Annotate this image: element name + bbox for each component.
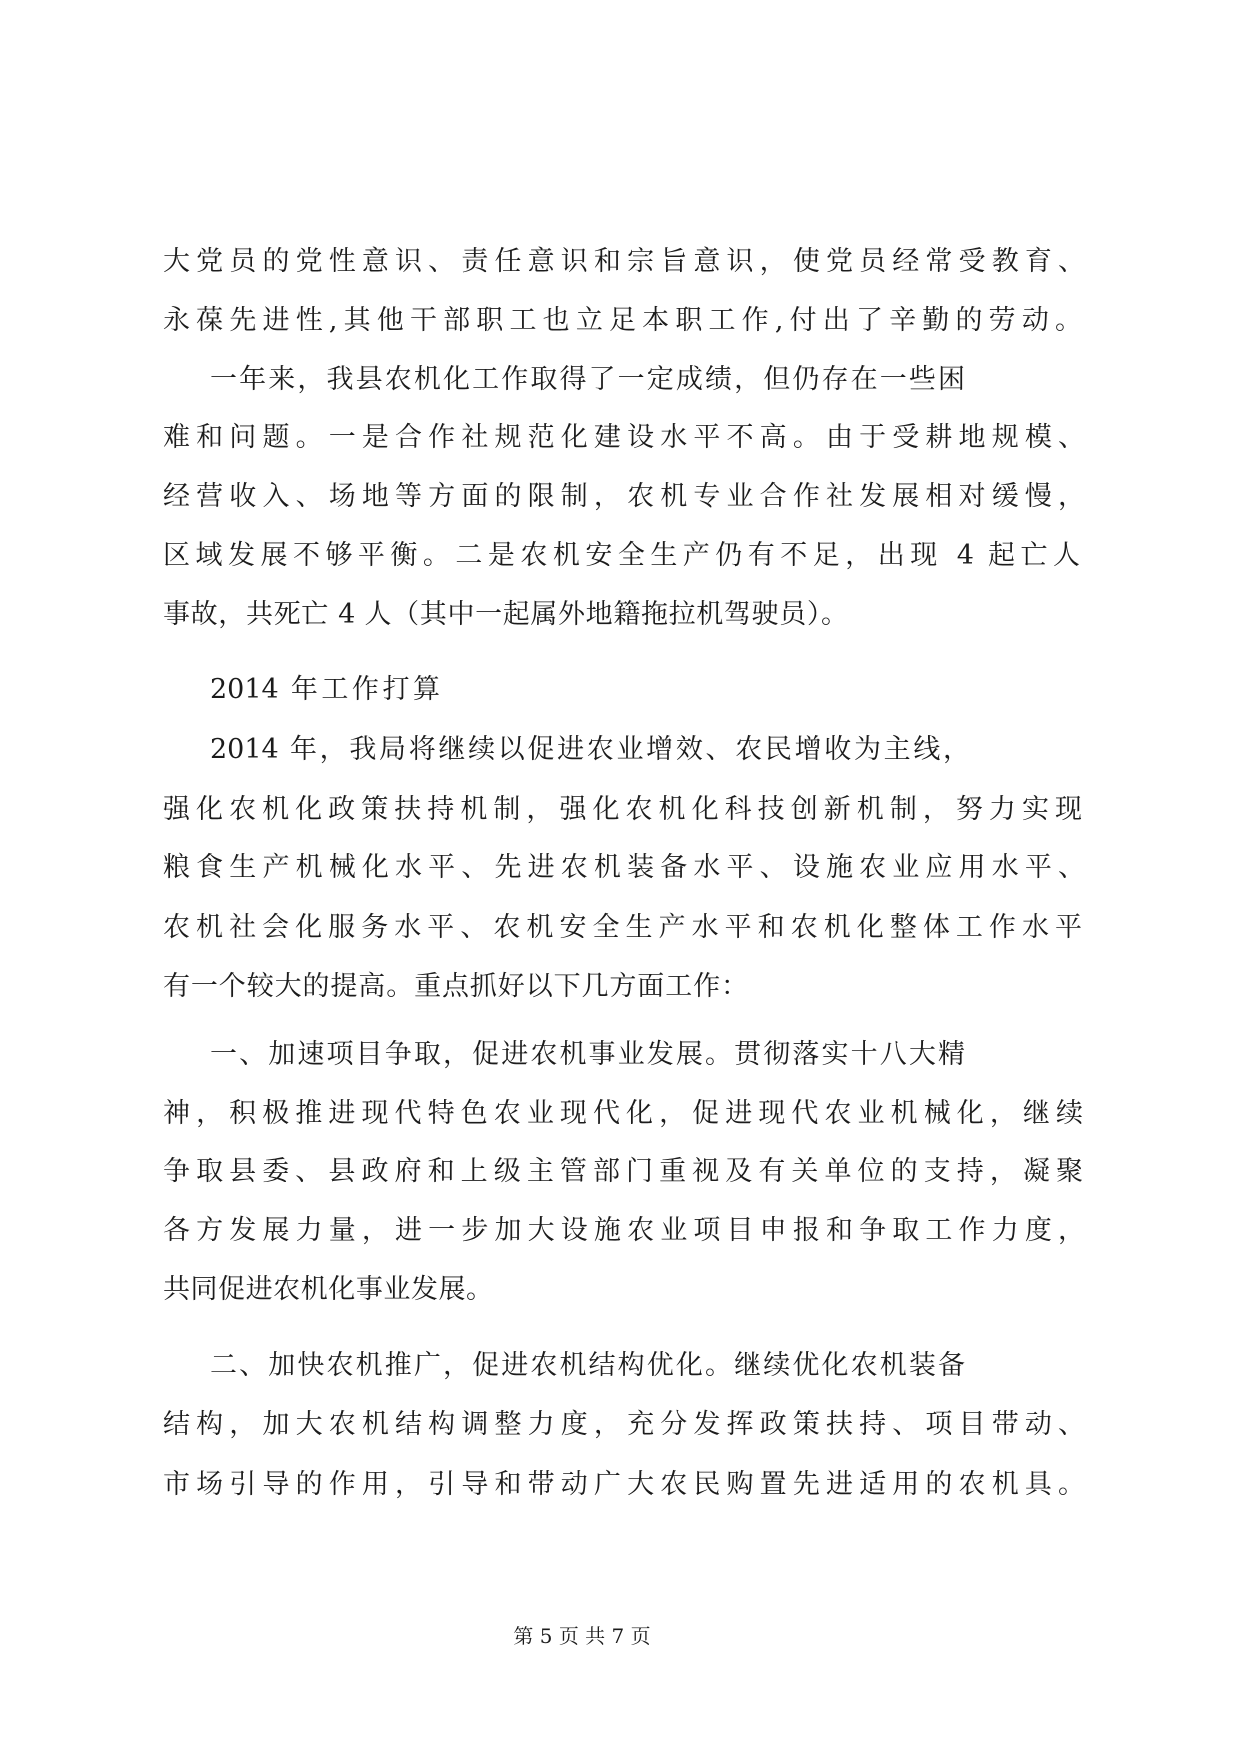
section-heading-text: 2014 年工作打算 <box>210 674 440 705</box>
text-line: 区域发展不够平衡。二是农机安全生产仍有不足，出现 4 起亡人 <box>163 540 1080 571</box>
text-line: 强化农机化政策扶持机制，强化农机化科技创新机制，努力实现 <box>163 794 1082 825</box>
text-line: 一、加速项目争取，促进农机事业发展。贯彻落实十八大精 <box>210 1039 965 1070</box>
page-footer: 第 5 页 共 7 页 <box>513 1624 651 1648</box>
text-line: 2014 年，我局将继续以促进农业增效、农民增收为主线， <box>210 734 970 765</box>
text-line: 共同促进农机化事业发展。 <box>163 1274 493 1305</box>
text-line: 二、加快农机推广，促进农机结构优化。继续优化农机装备 <box>210 1350 965 1381</box>
text-line: 农机社会化服务水平、农机安全生产水平和农机化整体工作水平 <box>163 912 1082 943</box>
text-line: 经营收入、场地等方面的限制，农机专业合作社发展相对缓慢， <box>163 481 1085 512</box>
text-line: 有一个较大的提高。重点抓好以下几方面工作： <box>163 971 748 1002</box>
text-line: 事故，共死亡 4 人（其中一起属外地籍拖拉机驾驶员）。 <box>163 599 848 630</box>
text-line: 争取县委、县政府和上级主管部门重视及有关单位的支持，凝聚 <box>163 1156 1083 1187</box>
text-line: 市场引导的作用，引导和带动广大农民购置先进适用的农机具。 <box>163 1469 1085 1500</box>
text-line: 粮食生产机械化水平、先进农机装备水平、设施农业应用水平、 <box>163 852 1085 883</box>
text-line: 一年来，我县农机化工作取得了一定成绩，但仍存在一些困 <box>210 364 965 395</box>
text-line: 神，积极推进现代特色农业现代化，促进现代农业机械化，继续 <box>163 1098 1083 1129</box>
text-line: 各方发展力量，进一步加大设施农业项目申报和争取工作力度， <box>163 1215 1085 1246</box>
text-line: 大党员的党性意识、责任意识和宗旨意识，使党员经常受教育、 <box>163 246 1085 277</box>
text-line: 难和问题。一是合作社规范化建设水平不高。由于受耕地规模、 <box>163 422 1085 453</box>
text-line: 结构，加大农机结构调整力度，充分发挥政策扶持、项目带动、 <box>163 1409 1085 1440</box>
text-line: 永葆先进性,其他干部职工也立足本职工作,付出了辛勤的劳动。 <box>163 305 1082 336</box>
